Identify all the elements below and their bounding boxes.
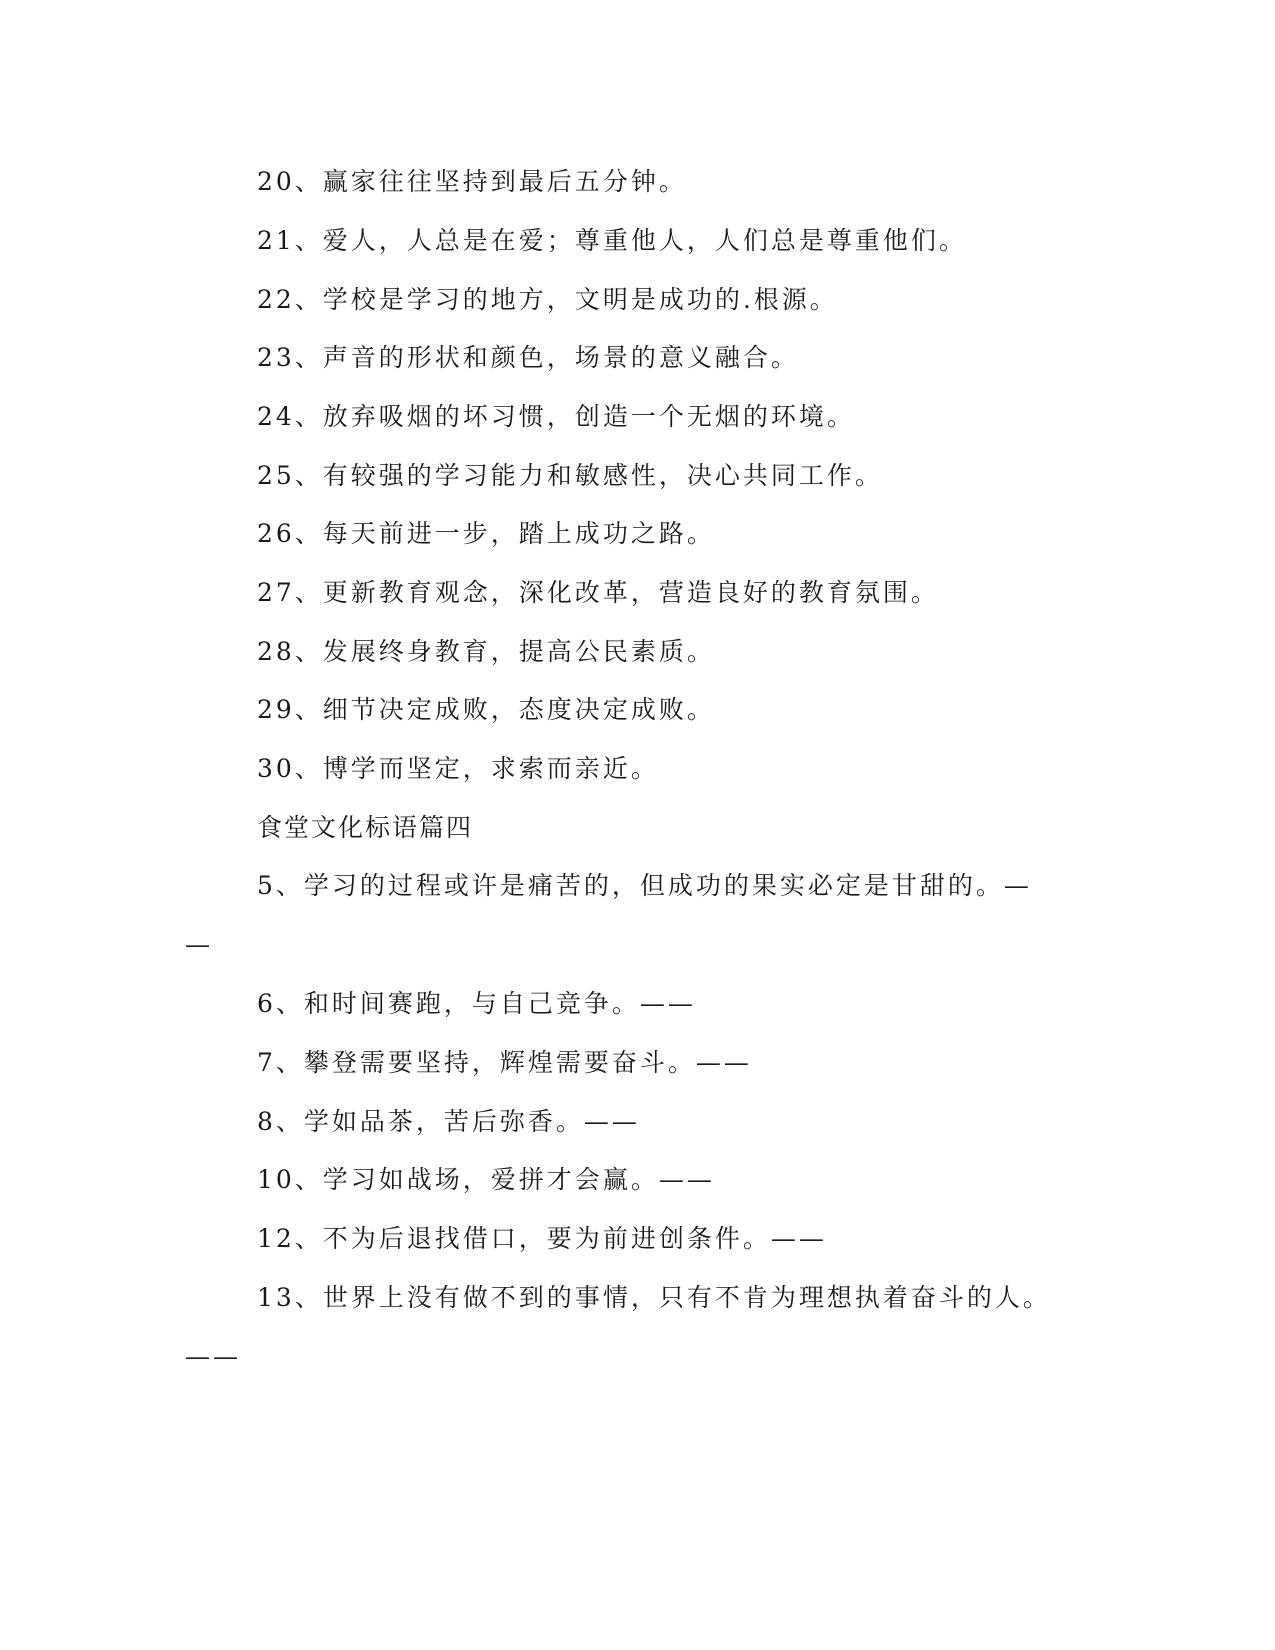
- slogan-line-27: 27、更新教育观念，深化改革，营造良好的教育氛围。: [257, 578, 939, 607]
- slogan-line-29: 29、细节决定成败，态度决定成败。: [257, 695, 715, 724]
- quote-line-10: 10、学习如战场，爱拼才会赢。——: [257, 1165, 715, 1194]
- slogan-line-30: 30、博学而坚定，求索而亲近。: [257, 754, 659, 783]
- slogan-line-28: 28、发展终身教育，提高公民素质。: [257, 637, 715, 666]
- slogan-line-24: 24、放弃吸烟的坏习惯，创造一个无烟的环境。: [257, 402, 855, 431]
- slogan-line-22: 22、学校是学习的地方，文明是成功的.根源。: [257, 285, 838, 314]
- quote-line-8: 8、学如品茶，苦后弥香。——: [257, 1107, 640, 1136]
- quote-line-7: 7、攀登需要坚持，辉煌需要奋斗。——: [257, 1048, 752, 1077]
- quote-line-6: 6、和时间赛跑，与自己竞争。——: [257, 989, 696, 1018]
- quote-line-5: 5、学习的过程或许是痛苦的，但成功的果实必定是甘甜的。—: [257, 871, 1032, 900]
- section-heading: 食堂文化标语篇四: [257, 813, 474, 842]
- quote-line-13: 13、世界上没有做不到的事情，只有不肯为理想执着奋斗的人。: [257, 1283, 1051, 1312]
- quote-line-5-continuation: —: [185, 930, 213, 959]
- quote-line-12: 12、不为后退找借口，要为前进创条件。——: [257, 1224, 827, 1253]
- slogan-line-25: 25、有较强的学习能力和敏感性，决心共同工作。: [257, 461, 883, 490]
- quote-line-13-continuation: ——: [185, 1342, 241, 1371]
- slogan-line-20: 20、赢家往往坚持到最后五分钟。: [257, 167, 687, 196]
- slogan-line-21: 21、爱人，人总是在爱；尊重他人，人们总是尊重他们。: [257, 226, 967, 255]
- slogan-line-26: 26、每天前进一步，踏上成功之路。: [257, 519, 715, 548]
- slogan-line-23: 23、声音的形状和颜色，场景的意义融合。: [257, 343, 799, 372]
